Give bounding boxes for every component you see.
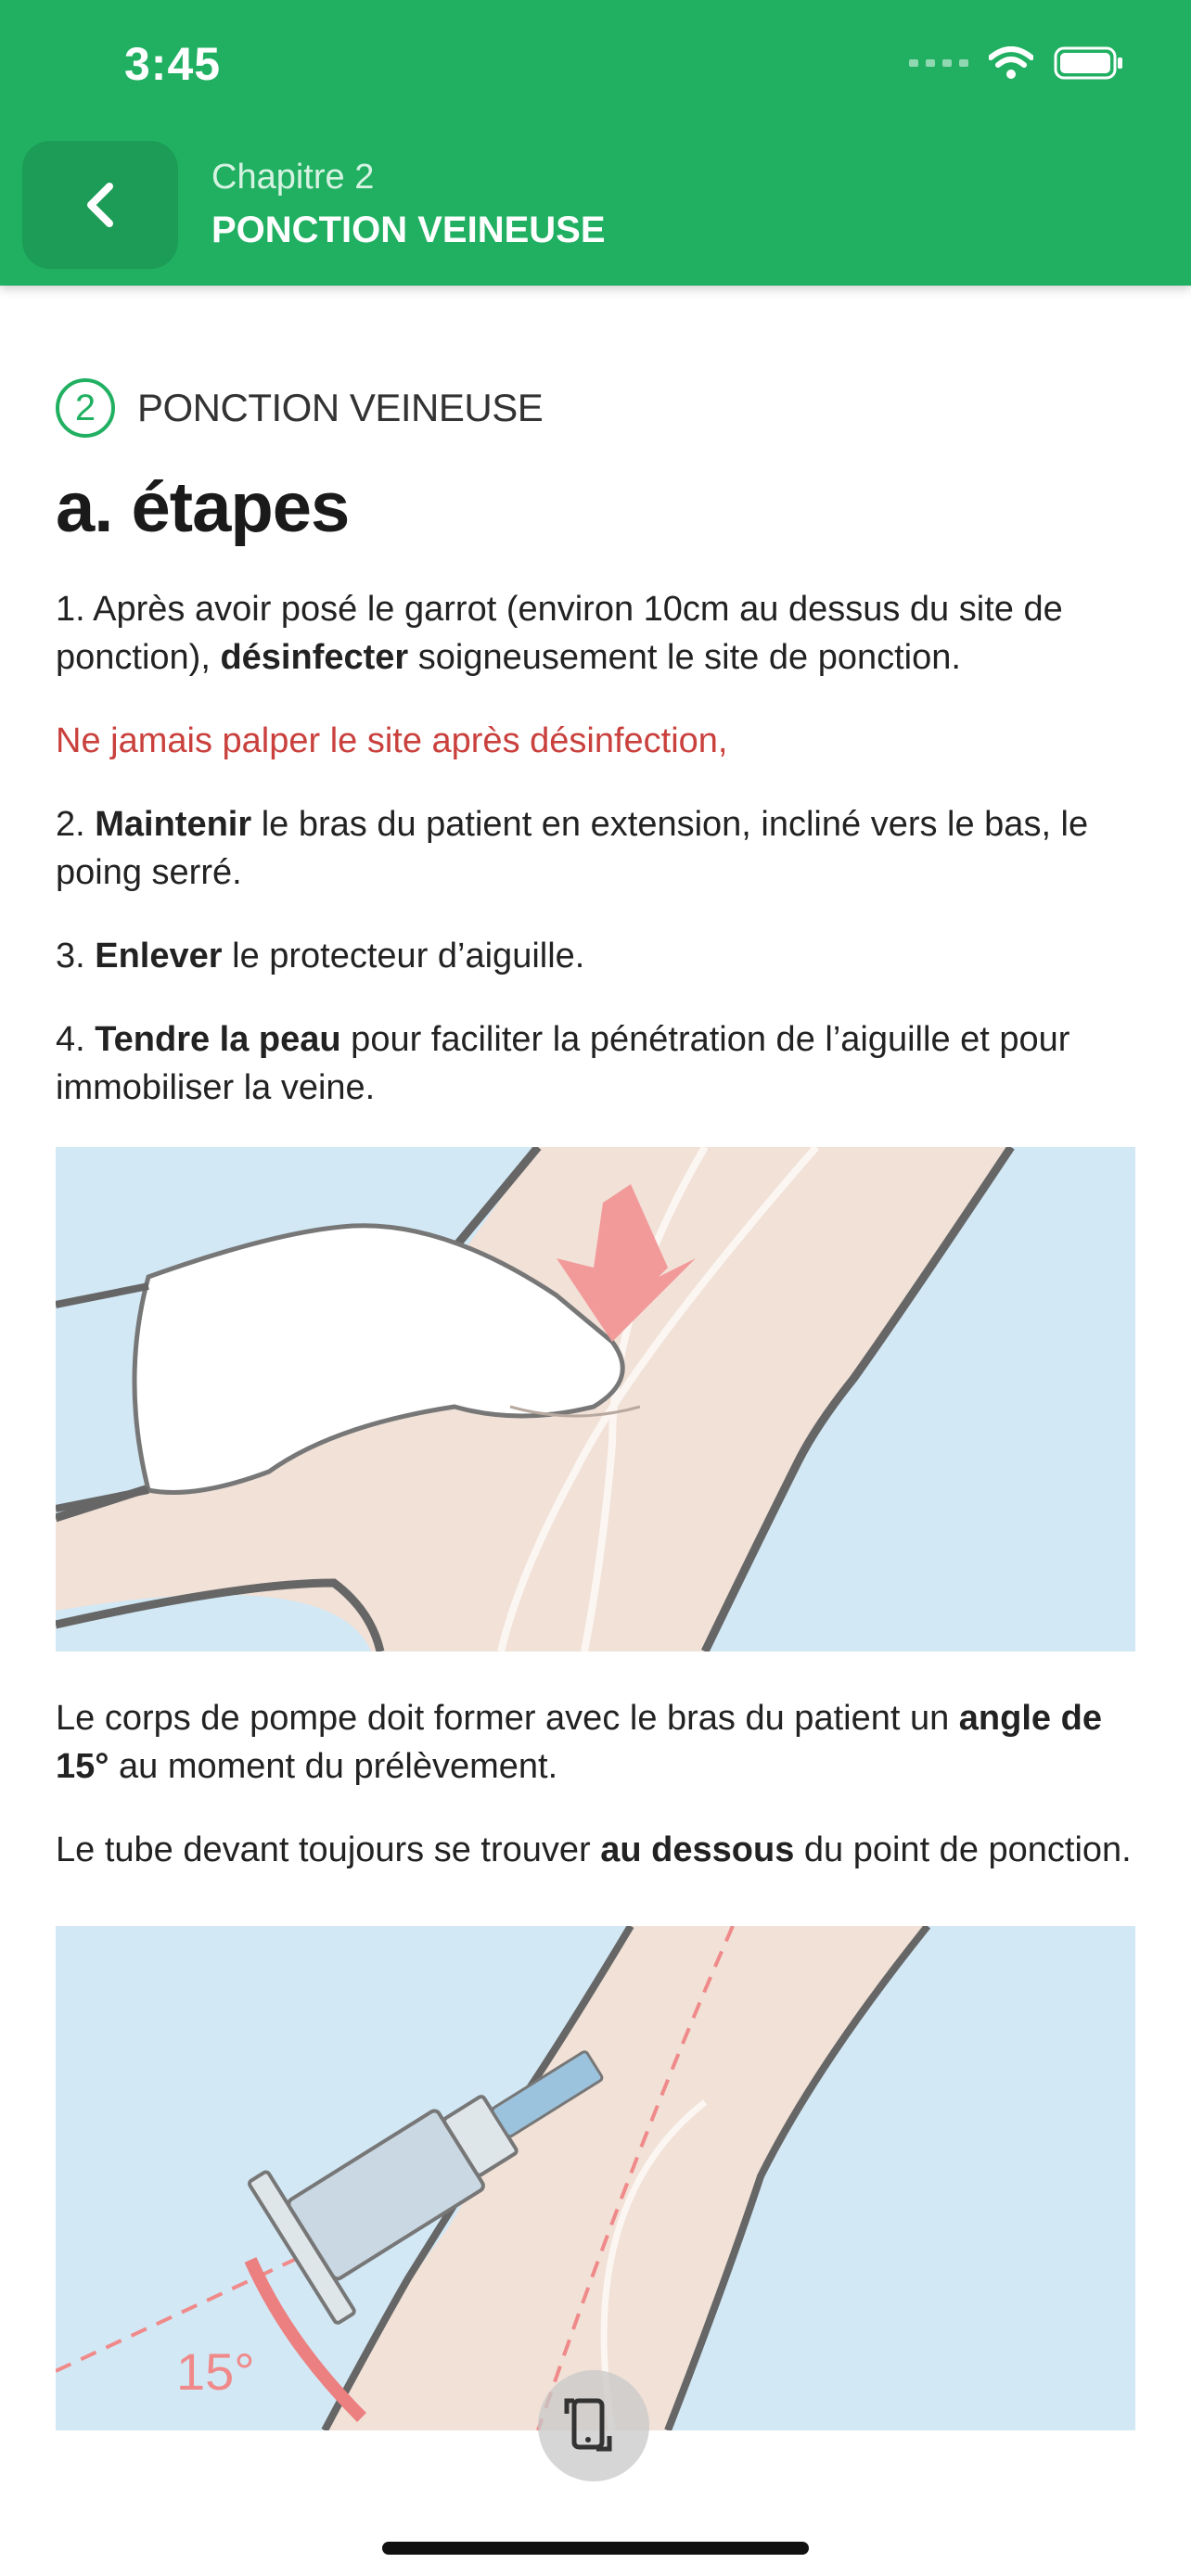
step-3: 3. Enlever le protecteur d’aiguille. (56, 937, 585, 976)
wifi-icon (989, 46, 1033, 80)
back-button[interactable] (22, 141, 178, 269)
illustration-tighten-skin (56, 1147, 1135, 1651)
section-header (56, 371, 1135, 445)
status-time: 3:45 (124, 38, 222, 90)
section-number-badge: 2 (56, 378, 115, 438)
step-4: 4. Tendre la peau pour faciliter la pénétration de l’aiguille et pour immobiliser la veine. (56, 1020, 1070, 1107)
header-title: PONCTION VEINEUSE (211, 210, 606, 250)
chevron-left-icon (82, 179, 119, 231)
illustration-needle-angle (56, 1926, 1135, 2430)
status-icons (909, 46, 1124, 80)
home-indicator (382, 2542, 809, 2555)
warning-text: Ne jamais palper le site après désinfection, (56, 721, 728, 760)
app-header (0, 0, 1191, 286)
rotate-screen-button[interactable] (538, 2370, 649, 2481)
step-1: 1. Après avoir posé le garrot (environ 10cm au dessus du site de ponction), désinfecter soigneusement le site de ponction. (56, 590, 1063, 677)
step-2: 2. Maintenir le bras du patient en extension, incliné vers le bas, le poing serré. (56, 805, 1089, 892)
note-angle: Le corps de pompe doit former avec le bras du patient un angle de 15° au moment du prélèvement. (56, 1699, 1102, 1786)
rotate-device-icon (561, 2393, 626, 2458)
battery-icon (1054, 46, 1124, 80)
cellular-signal-icon (909, 59, 968, 67)
section-title: PONCTION VEINEUSE (137, 386, 544, 429)
steps-heading: a. étapes (56, 468, 350, 547)
header-subtitle: Chapitre 2 (211, 158, 375, 197)
angle-label: 15° (176, 2342, 255, 2401)
chapter-content (56, 371, 1135, 2430)
note-tube-position: Le tube devant toujours se trouver au dessous du point de ponction. (56, 1830, 1132, 1869)
